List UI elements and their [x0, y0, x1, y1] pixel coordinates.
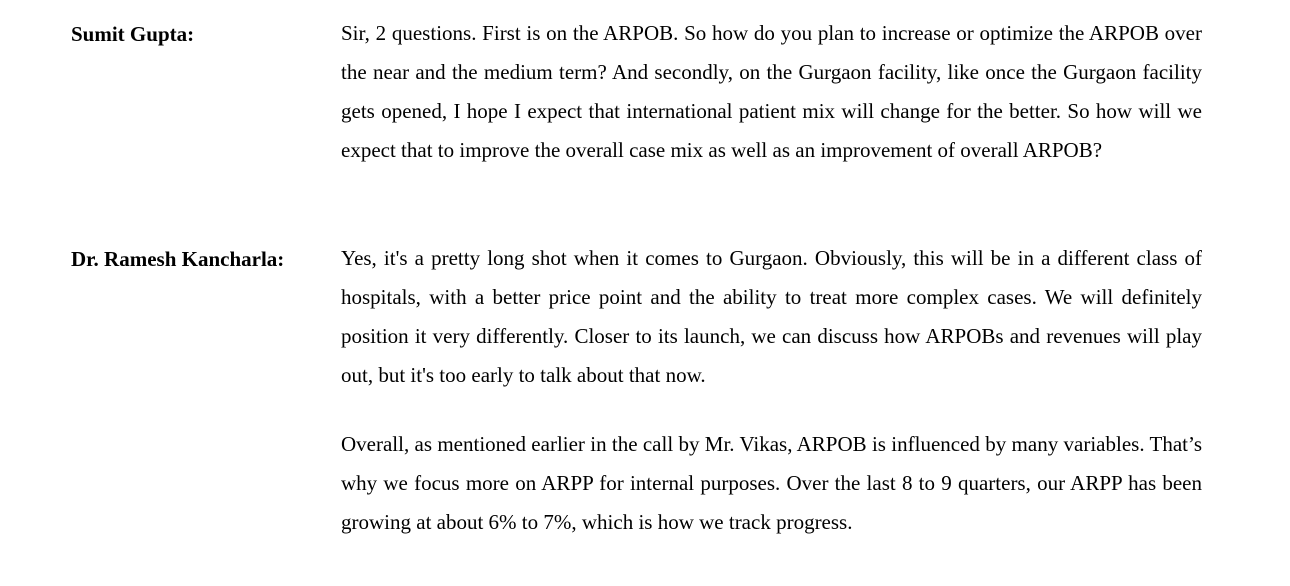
speaker-name: Dr. Ramesh Kancharla: — [71, 247, 285, 271]
speech-paragraph: Overall, as mentioned earlier in the call by Mr. Vikas, ARPOB is influenced by many variables. That’s why we focus more on ARPP for internal purposes. Over the last 8 to 9 quarters, our ARPP has been growing at about 6% to 7%, which is how we track progress. — [341, 432, 1202, 534]
speech-paragraph: Yes, it's a pretty long shot when it comes to Gurgaon. Obviously, this will be in a different class of hospitals, with a better price point and the ability to treat more complex cases. We will definitely position it very differently. Closer to its launch, we can discuss how ARPOBs and revenues will play out, but it's too early to talk about that now. — [341, 246, 1202, 387]
speaker-name: Sumit Gupta: — [71, 22, 195, 46]
speech-paragraph: Sir, 2 questions. First is on the ARPOB. So how do you plan to increase or optimize the ARPOB over the near and the medium term? And secondly, on the Gurgaon facility, like once the Gurgaon facility gets opened, I hope I expect that international patient mix will change for the better. So how will we expect that to improve the overall case mix as well as an improvement of overall ARPOB? — [341, 21, 1202, 162]
